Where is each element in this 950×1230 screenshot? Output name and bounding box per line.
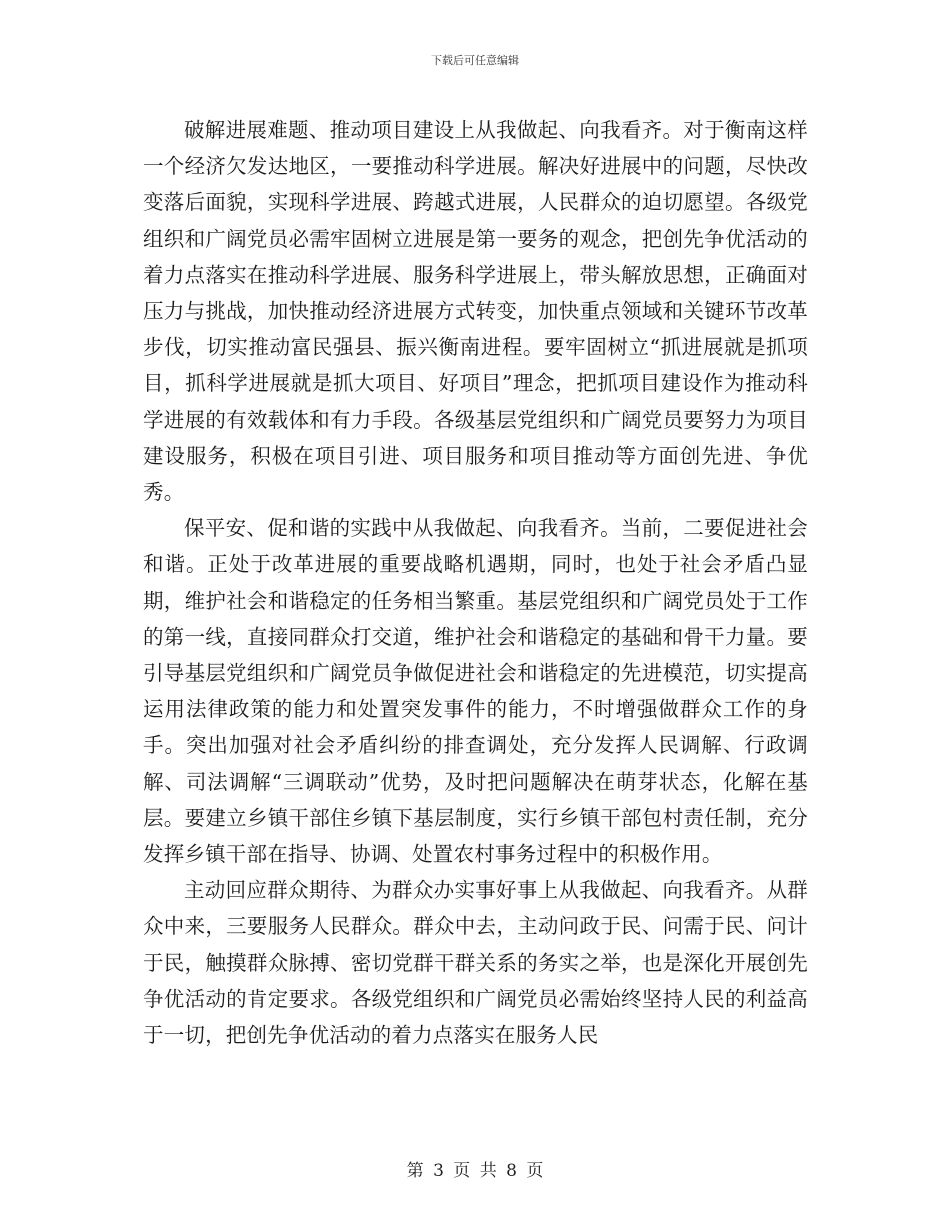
paragraph-serve-the-people: 主动回应群众期待、为群众办实事好事上从我做起、向我看齐。从群众中来，三要服务人民群众。群众中去，主动问政于民、问需于民、问计于民，触摸群众脉搏、密切党群干群关系的务实之举，也是深化开展创先争优活动的肯定要求。各级党组织和广阔党员必需始终坚持人民的利益高于一切，把创先争优活动的着力点落实在服务人民 bbox=[143, 878, 808, 1048]
page-header: 下载后可任意编辑 bbox=[431, 54, 519, 67]
paragraph-social-harmony: 保平安、促和谐的实践中从我做起、向我看齐。当前，二要促进社会和谐。正处于改革进展的重要战略机遇期，同时，也处于社会矛盾凸显期，维护社会和谐稳定的任务相当繁重。基层党组织和广阔党员处于工作的第一线，直接同群众打交道，维护社会和谐稳定的基础和骨干力量。要引导基层党组织和广阔党员争做促进社会和谐稳定的先进模范，切实提高运用法律政策的能力和处置突发事件的能力，不时增强做群众工作的身手。突出加强对社会矛盾纠纷的排查调处，充分发挥人民调解、行政调解、司法调解“三调联动”优势，及时把问题解决在萌芽状态，化解在基层。要建立乡镇干部住乡镇下基层制度，实行乡镇干部包村责任制，充分发挥乡镇干部在指导、协调、处置农村事务过程中的积极作用。 bbox=[143, 516, 808, 867]
document-body bbox=[143, 112, 808, 1053]
page-number: 第 3 页 共 8 页 bbox=[406, 1161, 544, 1181]
paragraph-project-construction: 破解进展难题、推动项目建设上从我做起、向我看齐。对于衡南这样一个经济欠发达地区，一要推动科学进展。解决好进展中的问题，尽快改变落后面貌，实现科学进展、跨越式进展，人民群众的迫切愿望。各级党组织和广阔党员必需牢固树立进展是第一要务的观念，把创先争优活动的着力点落实在推动科学进展、服务科学进展上，带头解放思想，正确面对压力与挑战，加快推动经济进展方式转变，加快重点领域和关键环节改革步伐，切实推动富民强县、振兴衡南进程。要牢固树立“抓进展就是抓项目，抓科学进展就是抓大项目、好项目”理念，把抓项目建设作为推动科学进展的有效载体和有力手段。各级基层党组织和广阔党员要努力为项目建设服务，积极在项目引进、项目服务和项目推动等方面创先进、争优秀。 bbox=[143, 118, 808, 505]
